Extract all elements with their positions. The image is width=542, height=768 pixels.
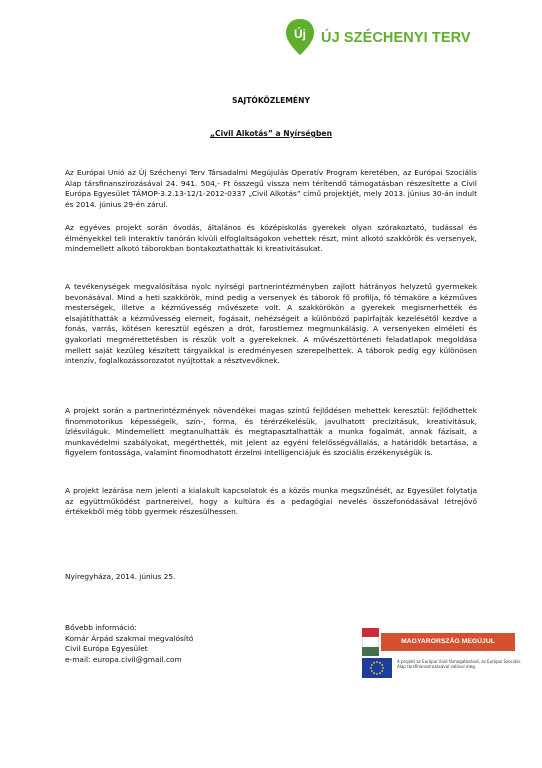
paragraph-2: Az egyéves projekt során óvodás, általános és középiskolás gyerekek olyan szórakoztató, tudással és élményekkel teli interaktív tanórán kívüli elfoglaltságokon vehettek részt, mint alkotó szakkörök és versenyek, mindemellett alkotó táborokban bontakoztathatták ki kreativitásukat. xyxy=(65,223,477,254)
hungarian-flag-icon xyxy=(362,628,379,656)
contact-person: Komár Árpád szakmai megvalósító xyxy=(65,633,194,643)
eu-support-text: A projekt az Európai Unió támogatásával, az Európai Szociális Alap társfinanszírozásával valósul meg. xyxy=(397,659,521,670)
paragraph-1: Az Európai Unió az Új Széchenyi Terv Társadalmi Megújulás Operatív Program keretében, az Európai Szociális Alap társfinanszírozásával 24. 941. 504,- Ft összegű vissza nem térítendő támogatásban részesítette a Civil Európa Egyesület TÁMOP-3.2.13-12/1-2012-0337 „Civil Alkotás” című projektjét, mely 2013. június 30-án indult és 2014. június 29-én zárul. xyxy=(65,168,477,209)
map-pin-icon xyxy=(285,18,315,56)
logo-text: ÚJ SZÉCHENYI TERV xyxy=(321,30,471,46)
press-release-title: SAJTÓKÖZLEMÉNY xyxy=(232,96,310,105)
magyarorszag-megujul-badge xyxy=(362,628,518,656)
svg-text:Új: Új xyxy=(294,27,306,41)
press-release-subtitle: „Civil Alkotás” a Nyírségben xyxy=(210,129,332,138)
contact-block xyxy=(65,623,193,665)
paragraph-4: A projekt során a partnerintézmények növendékei magas szintű fejlődésen mehettek keresztül: fejlődhettek finommotorikus képességeik, szín-, forma, és térérzékelésük, javulhatott precizitásuk, kreativitásuk, ízlésviláguk. Mindemellett megtanulhatták és megtapasztalhatták a munka fogalmát, annak fázisait, a munkavédelmi szabályokat, megérthették, mit jelent az egyéni felelősségvállalás, a határidők betartása, a figyelem fontossága, valamint finomodhatott érzelmi intelligenciájuk és szociális érzékenységük is. xyxy=(65,406,477,458)
contact-email[interactable]: e-mail: europa.civil@gmail.com xyxy=(65,654,182,664)
contact-title: Bővebb információ: xyxy=(65,623,137,632)
szechenyi-terv-logo xyxy=(285,18,542,60)
place-date: Nyíregyháza, 2014. június 25. xyxy=(65,572,176,581)
paragraph-3: A tevékenységek megvalósítása nyolc nyírségi partnerintézményben zajlott hátrányos helyzetű gyermekek bevonásával. Mind a heti szakkörök, mind pedig a versenyek és táborok fő profilja, fő témaköre a kézműves mesterségek, illetve a kézművesség művészete volt. A szakkörökön a gyerekek megismerhették és elsajátíthatták a kézművesség elemeit, fogásait, nehézségeit a különböző papírfajták kezelésétől kezdve a fonás, varrás, kötésen keresztül egészen a drót, farostlemez megmunkálásig. A versenyeken elméleti és gyakorlati megmérettetésben is részük volt a gyerekeknek. A művészettörténeti feladatlapok megoldása mellett saját kezűleg készített tárgyaikkal is eredményesen szerepelhettek. A táborok pedig egy különösen intenzív, foglalkozássorozatot nyújtottak a résztvevőknek. xyxy=(65,282,477,366)
badge-label: MAGYARORSZÁG MEGÚJUL xyxy=(381,633,515,651)
eu-support-block xyxy=(362,656,532,682)
contact-org: Civil Európa Egyesület xyxy=(65,644,148,654)
eu-flag-icon xyxy=(362,658,392,678)
paragraph-5: A projekt lezárása nem jelenti a kialakult kapcsolatok és a közös munka megszűnését, az Egyesület folytatja az együttműködést partnereivel, hogy a kultúra és a pedagógiai nevelés összefonódásával létrejövő értékekből még több gyermek részesülhessen. xyxy=(65,486,477,517)
